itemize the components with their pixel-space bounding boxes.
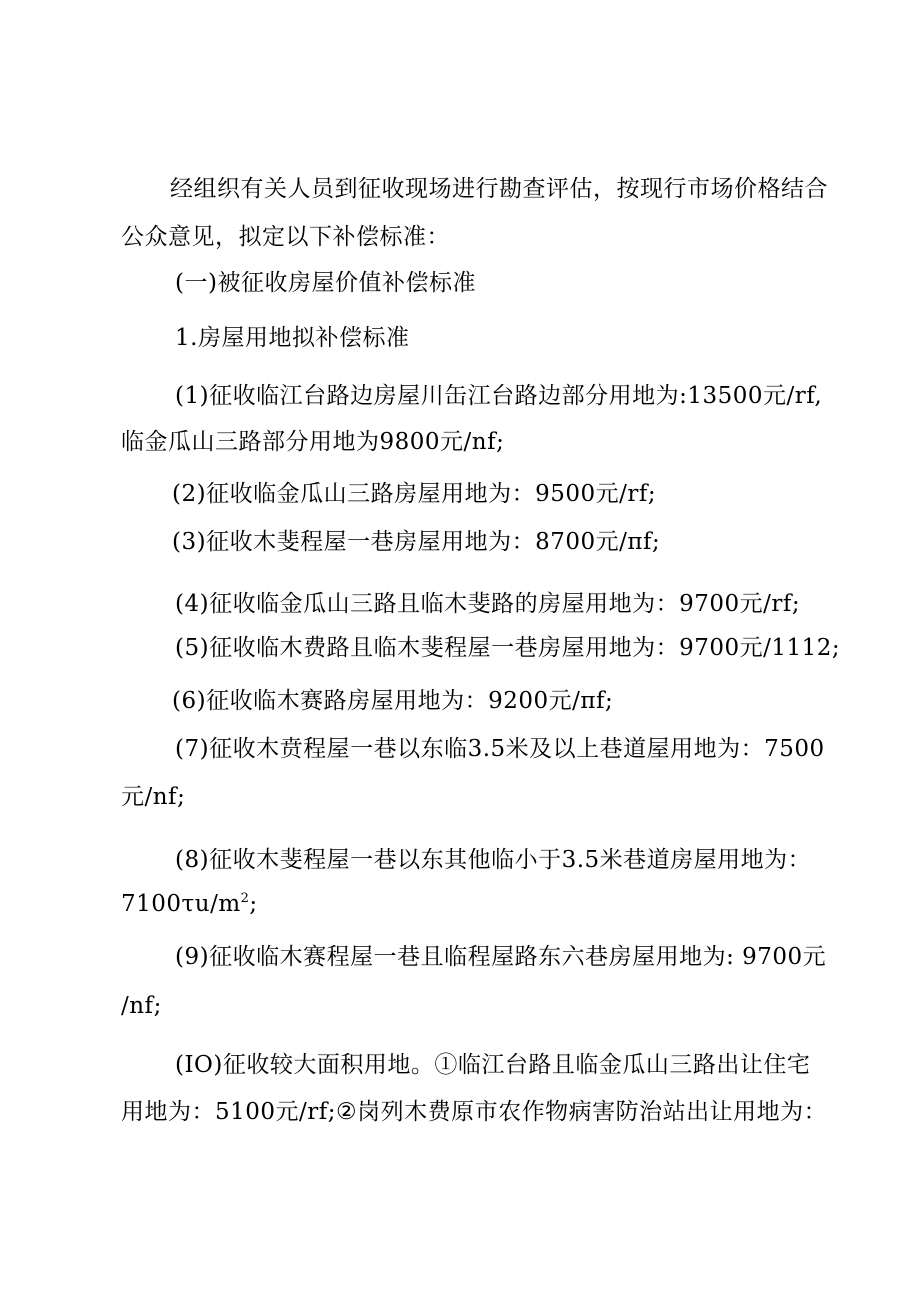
item-8-line-1: (8)征收木斐程屋一巷以东其他临小于3.5米巷道房屋用地为：	[175, 847, 812, 873]
item-9-line-1: (9)征收临木赛程屋一巷且临程屋路东六巷房屋用地为: 9700元	[175, 944, 827, 970]
item-4: (4)征收临金瓜山三路且临木斐路的房屋用地为：9700元/rf;	[175, 591, 801, 617]
item-1-line-2: 临金瓜山三路部分用地为9800元/nf;	[121, 429, 505, 455]
item-5: (5)征收临木费路且临木斐程屋一巷房屋用地为：9700元/1112;	[175, 635, 841, 661]
item-10-line-2: 用地为：5100元/rf;②岗列木费原市农作物病害防治站出让用地为：	[121, 1099, 828, 1125]
item-7-line-2: 元/nf;	[121, 784, 186, 810]
subsection-heading: 1.房屋用地拟补偿标准	[175, 325, 410, 351]
item-7-line-1: (7)征收木贲程屋一巷以东临3.5米及以上巷道屋用地为：7500	[175, 736, 825, 762]
item-8-line-2-tail: ;	[249, 891, 258, 917]
item-2: (2)征收临金瓜山三路房屋用地为：9500元/rf;	[172, 481, 657, 507]
item-8-superscript: 2	[240, 891, 250, 906]
intro-line-1: 经组织有关人员到征收现场进行勘查评估，按现行市场价格结合	[170, 176, 828, 202]
section-heading: (一)被征收房屋价值补偿标准	[175, 270, 476, 296]
intro-line-2: 公众意见，拟定以下补偿标准：	[121, 224, 450, 250]
item-8-line-2-main: 7100τu/m	[121, 891, 241, 917]
item-6: (6)征收临木赛路房屋用地为：9200元/πf;	[172, 688, 614, 714]
item-8-line-2	[121, 889, 258, 919]
item-10-line-1: (IO)征收较大面积用地。①临江台路且临金瓜山三路出让住宅	[175, 1052, 811, 1078]
item-3: (3)征收木斐程屋一巷房屋用地为：8700元/πf;	[172, 529, 661, 555]
item-1-line-1: (1)征收临江台路边房屋川缶江台路边部分用地为:13500元/rf,	[175, 383, 823, 409]
item-9-line-2: /nf;	[121, 993, 162, 1019]
